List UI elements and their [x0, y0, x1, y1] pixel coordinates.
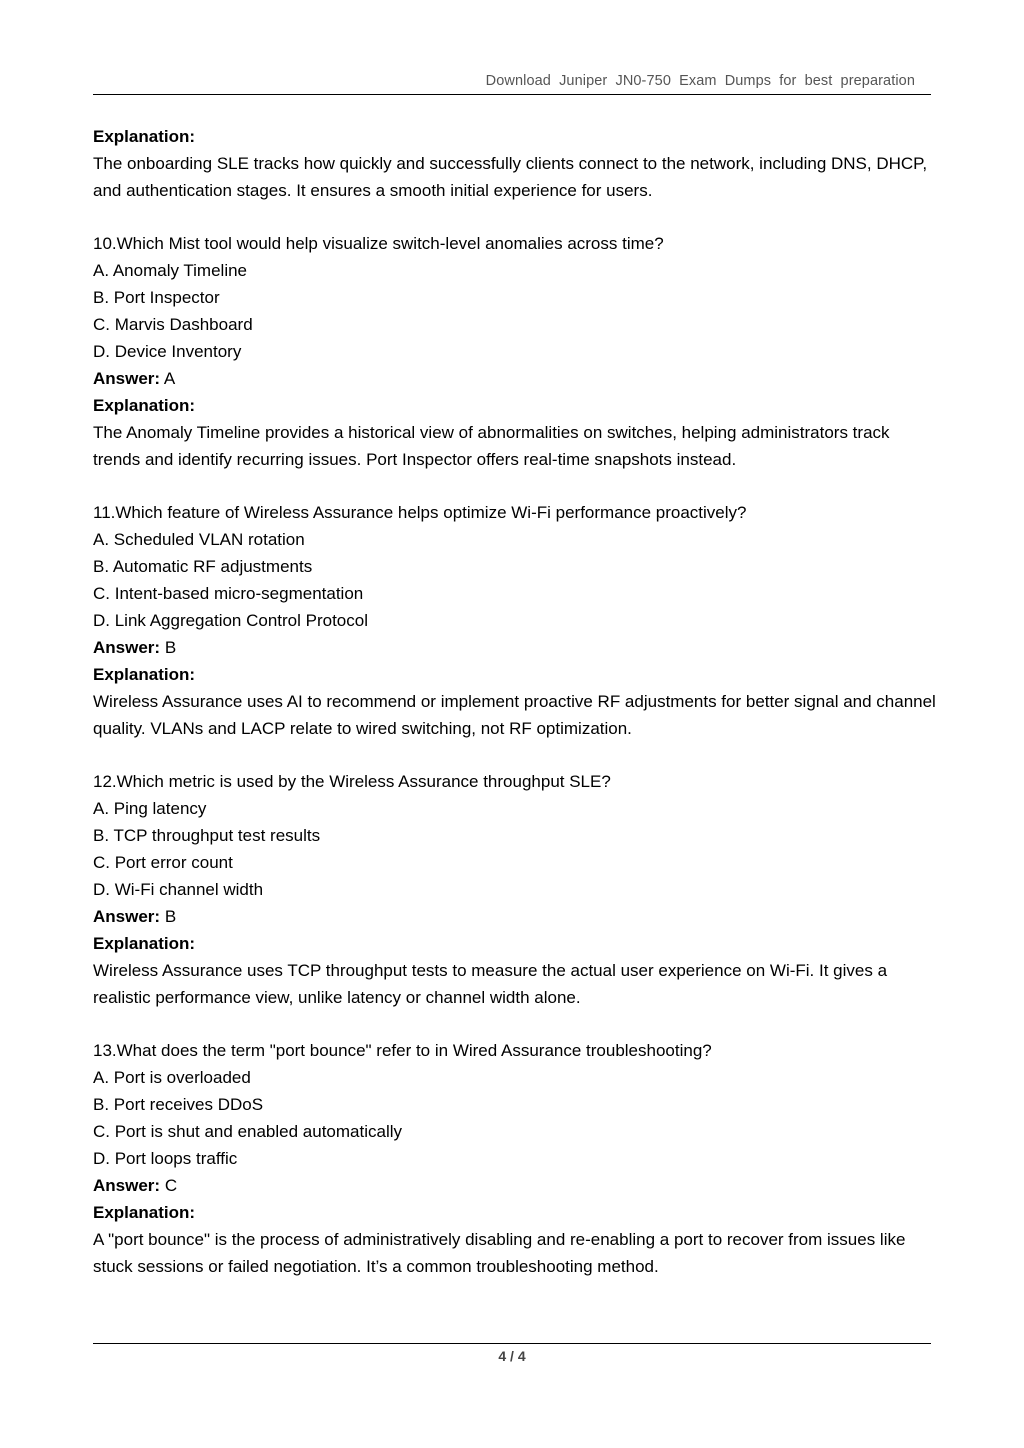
explanation-text: The onboarding SLE tracks how quickly and successfully clients connect to the network, including DNS, DHCP, and authentication stages. It ensures a smooth initial experience for users.: [93, 154, 928, 200]
answer-label: Answer:: [93, 369, 161, 388]
explanation-label: Explanation:: [93, 934, 196, 953]
option-c: C. Port error count: [93, 853, 233, 872]
option-c: C. Port is shut and enabled automatically: [93, 1122, 403, 1141]
answer-line: [93, 365, 938, 392]
answer-value: B: [164, 638, 177, 657]
option-d: D. Wi-Fi channel width: [93, 880, 264, 899]
option-b: B. TCP throughput test results: [93, 826, 321, 845]
page-number: 4 / 4: [498, 1348, 526, 1364]
option-d: D. Port loops traffic: [93, 1149, 238, 1168]
question-block: [93, 499, 938, 742]
answer-line: [93, 1172, 938, 1199]
answer-label: Answer:: [93, 1176, 161, 1195]
question-block: [93, 768, 938, 1011]
option-d: D. Device Inventory: [93, 342, 242, 361]
answer-label: Answer:: [93, 638, 161, 657]
question-text: 11.Which feature of Wireless Assurance helps optimize Wi-Fi performance proactively?: [93, 503, 747, 522]
page-header: [93, 72, 931, 95]
explanation-label: Explanation:: [93, 396, 196, 415]
document-body: [93, 123, 938, 1280]
question-text: 12.Which metric is used by the Wireless Assurance throughput SLE?: [93, 772, 611, 791]
explanation-label: Explanation:: [93, 1203, 196, 1222]
question-text: 13.What does the term "port bounce" refer to in Wired Assurance troubleshooting?: [93, 1041, 712, 1060]
answer-value: B: [164, 907, 177, 926]
spacer: [93, 1011, 938, 1037]
spacer: [93, 473, 938, 499]
option-b: B. Automatic RF adjustments: [93, 557, 313, 576]
option-b: B. Port receives DDoS: [93, 1095, 264, 1114]
answer-line: [93, 903, 938, 930]
question-text: 10.Which Mist tool would help visualize switch-level anomalies across time?: [93, 234, 664, 253]
option-a: A. Ping latency: [93, 799, 207, 818]
explanation-text: A "port bounce" is the process of administratively disabling and re-enabling a port to recover from issues like stuck sessions or failed negotiation. It’s a common troubleshooting method.: [93, 1230, 906, 1276]
explanation-text: The Anomaly Timeline provides a historical view of abnormalities on switches, helping administrators track trends and identify recurring issues. Port Inspector offers real-time snapshots instead.: [93, 423, 890, 469]
option-c: C. Intent-based micro-segmentation: [93, 584, 364, 603]
spacer: [93, 742, 938, 768]
answer-label: Answer:: [93, 907, 161, 926]
page-footer: [93, 1343, 931, 1364]
intro-explanation-block: [93, 123, 938, 204]
option-a: A. Anomaly Timeline: [93, 261, 248, 280]
answer-value: C: [164, 1176, 178, 1195]
question-block: [93, 230, 938, 473]
answer-value: A: [163, 369, 176, 388]
option-d: D. Link Aggregation Control Protocol: [93, 611, 368, 630]
option-c: C. Marvis Dashboard: [93, 315, 253, 334]
spacer: [93, 204, 938, 230]
header-title: Download Juniper JN0-750 Exam Dumps for best preparation: [485, 73, 915, 89]
question-block: [93, 1037, 938, 1280]
option-a: A. Scheduled VLAN rotation: [93, 530, 305, 549]
option-b: B. Port Inspector: [93, 288, 220, 307]
explanation-text: Wireless Assurance uses TCP throughput tests to measure the actual user experience on Wi-Fi. It gives a realistic performance view, unlike latency or channel width alone.: [93, 961, 888, 1007]
explanation-label: Explanation:: [93, 127, 196, 146]
explanation-label: Explanation:: [93, 665, 196, 684]
answer-line: [93, 634, 938, 661]
option-a: A. Port is overloaded: [93, 1068, 251, 1087]
explanation-text: Wireless Assurance uses AI to recommend or implement proactive RF adjustments for better signal and channel quality. VLANs and LACP relate to wired switching, not RF optimization.: [93, 692, 936, 738]
